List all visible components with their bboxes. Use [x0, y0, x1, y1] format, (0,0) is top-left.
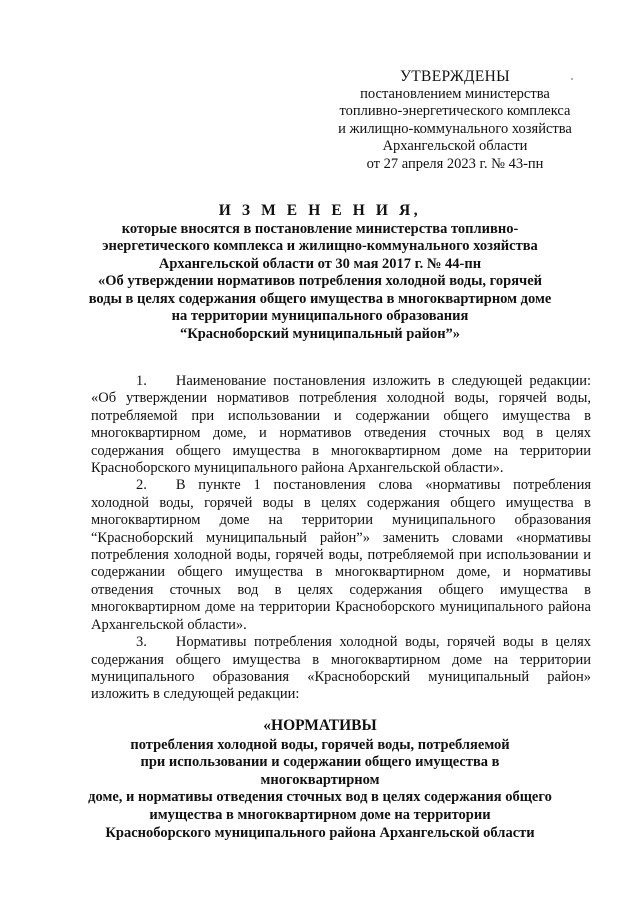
norms-line: при использовании и содержании общего имущества в многоквартирном [140, 754, 500, 788]
title-line: которые вносятся в постановление министерства топливно- [121, 220, 519, 237]
document-body [91, 373, 591, 704]
title-line: Архангельской области от 30 мая 2017 г. № 44-пн [158, 255, 482, 272]
norms-line: доме, и нормативы отведения сточных вод в целях содержания общего [88, 789, 552, 806]
title-line: «Об утверждении нормативов потребления холодной воды, горячей [97, 273, 543, 289]
title-spaced: И З М Е Н Е Н И Я, [218, 202, 422, 219]
approval-stamp [330, 68, 580, 173]
approval-line: от 27 апреля 2023 г. № 43-пн [366, 155, 544, 172]
title-line: “Красноборский муниципальный район”» [179, 325, 461, 342]
norms-title: «НОРМАТИВЫ [263, 717, 377, 734]
norms-heading [80, 717, 560, 842]
approval-heading: УТВЕРЖДЕНЫ [400, 68, 510, 85]
paragraph-1: 1. Наименование постановления изложить в следующей редакции: «Об утверждении нормативов потребления холодной воды, горячей воды, потребляемой при использовании и содержании общего имущества в многоквартирном доме, и нормативов отведения сточных вод в целях содержания общего имущества в многоквартирном доме на территории Красноборского муниципального района Архангельской области». [91, 373, 591, 477]
paragraph-2: 2. В пункте 1 постановления слова «нормативы потребления холодной воды, горячей воды в целях содержания общего имущества в многоквартирном доме на территории муниципального образования “Красноборский муниципальный район”» заменить словами «нормативы потребления холодной воды, горячей воды, потребляемой при использовании и содержании общего имущества в многоквартирном доме, и нормативы отведения сточных вод в целях содержания общего имущества в многоквартирном доме на территории Красноборского муниципального района Архангельской области». [91, 477, 591, 633]
norms-line: имущества в многоквартирном доме на территории [149, 806, 491, 823]
title-line: энергетического комплекса и жилищно-коммунального хозяйства [102, 238, 538, 254]
paragraph-3: 3. Нормативы потребления холодной воды, горячей воды в целях содержания общего имущества в многоквартирном доме на территории муниципального образования «Красноборский муниципальный район» изложить в следующей редакции: [91, 634, 591, 703]
approval-line: топливно-энергетического комплекса [339, 103, 571, 119]
document-title [85, 202, 555, 343]
approval-line: и жилищно-коммунального хозяйства [338, 120, 572, 137]
approval-line: постановлением министерства [360, 85, 550, 102]
approval-line: Архангельской области [382, 138, 528, 154]
norms-line: Красноборского муниципального района Архангельской области [105, 824, 535, 841]
title-line: на территории муниципального образования [171, 308, 469, 324]
title-line: воды в целях содержания общего имущества в многоквартирном доме [88, 290, 552, 307]
norms-line: потребления холодной воды, горячей воды, потребляемой [130, 736, 510, 753]
